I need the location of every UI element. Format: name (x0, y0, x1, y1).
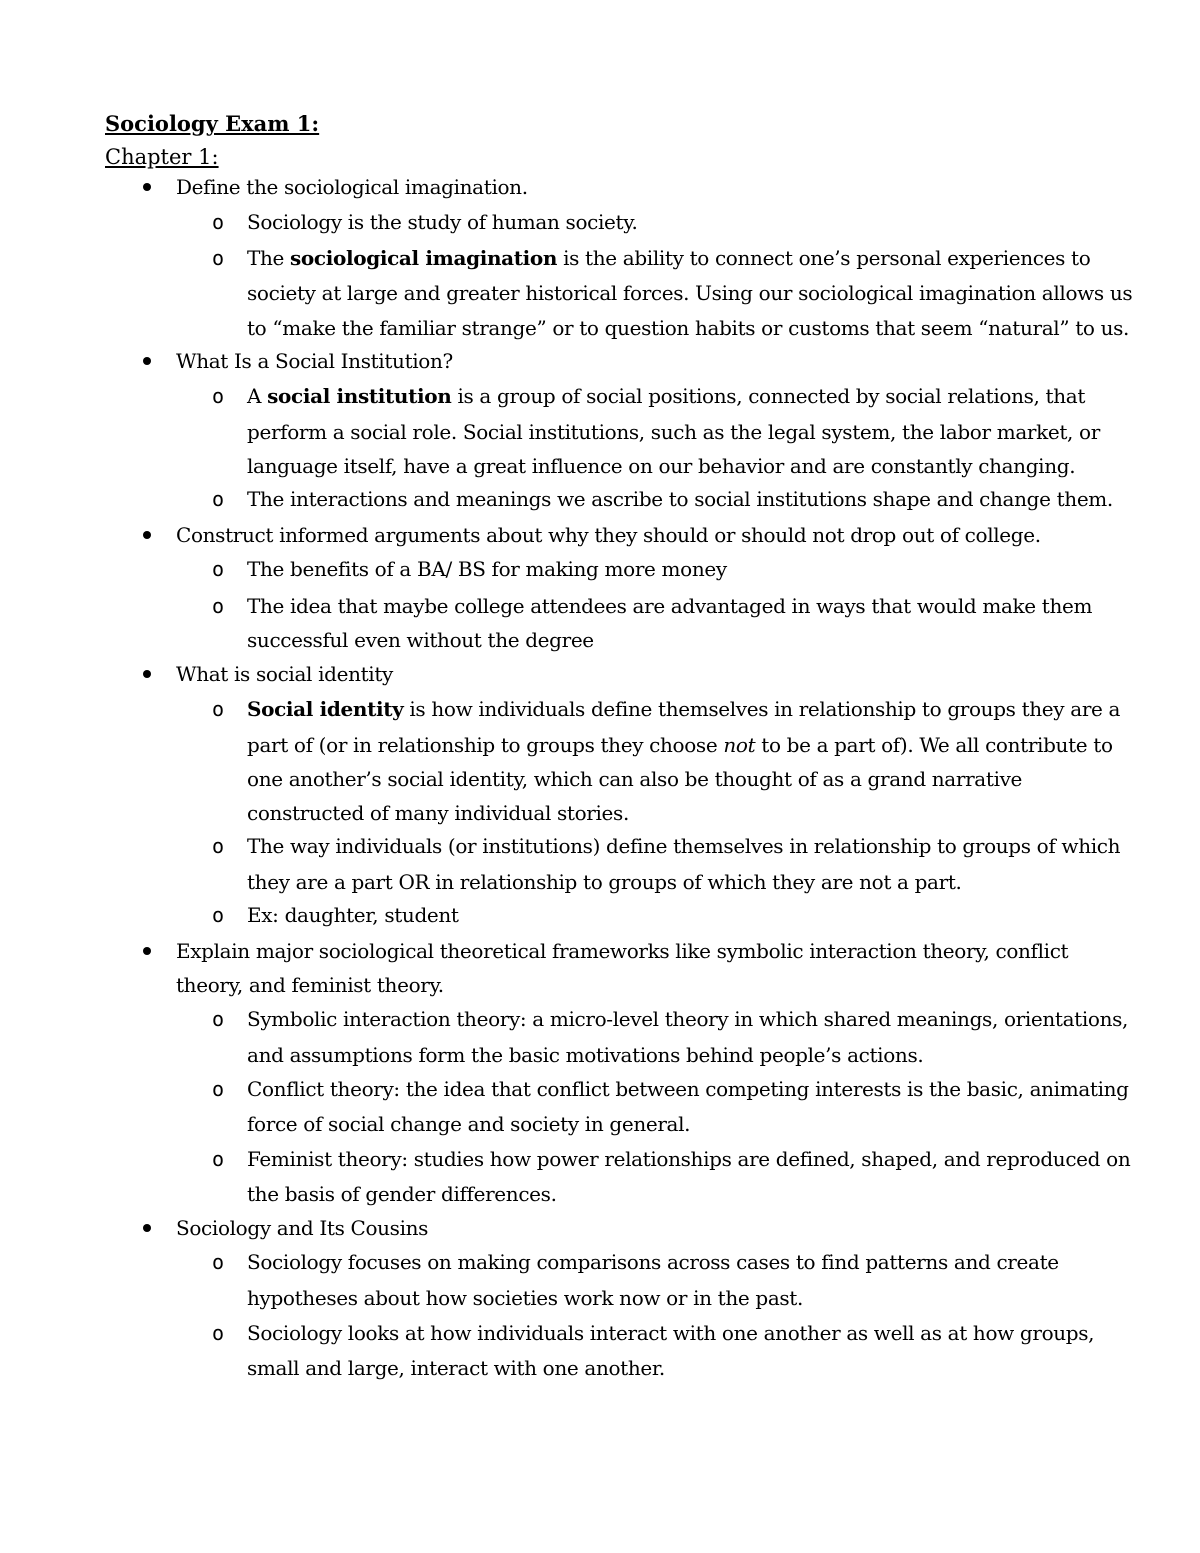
bullet-icon (143, 670, 151, 678)
list-item-cousins: Sociology and Its Cousins (176, 1216, 429, 1240)
bullet-icon (143, 183, 151, 191)
sub-bullet-icon: o (212, 834, 225, 858)
sub-bullet-icon: o (212, 1077, 225, 1101)
sub-bullet-icon: o (212, 1321, 225, 1345)
sub-item-continuation: force of social change and society in general. (247, 1112, 691, 1136)
text-run: A (247, 384, 268, 408)
document-title: Sociology Exam 1: (105, 111, 320, 136)
list-item-sociological-imagination: Define the sociological imagination. (176, 175, 528, 199)
sub-bullet-icon: o (212, 1007, 225, 1031)
sub-bullet-icon: o (212, 594, 225, 618)
sub-item: The benefits of a BA/ BS for making more money (247, 557, 727, 581)
bold-term: sociological imagination (290, 246, 558, 270)
text-run: is a group of social positions, connected by social relations, that (451, 384, 1086, 408)
sub-item-continuation: they are a part OR in relationship to groups of which they are not a part. (247, 870, 962, 894)
sub-bullet-icon: o (212, 697, 225, 721)
sub-item (247, 693, 1120, 725)
sub-item-continuation: small and large, interact with one another. (247, 1356, 665, 1380)
sub-item-continuation: constructed of many individual stories. (247, 801, 629, 825)
sub-item: Conflict theory: the idea that conflict between competing interests is the basic, animating (247, 1077, 1129, 1101)
text-run: The (247, 246, 291, 270)
list-item-continuation: theory, and feminist theory. (176, 973, 444, 997)
sub-item-continuation: the basis of gender differences. (247, 1182, 557, 1206)
sub-item-continuation (247, 729, 1113, 761)
sub-item: Ex: daughter, student (247, 903, 459, 927)
sub-item: Sociology focuses on making comparisons across cases to find patterns and create (247, 1250, 1059, 1274)
sub-item: The interactions and meanings we ascribe to social institutions shape and change them. (247, 487, 1113, 511)
sub-bullet-icon: o (212, 384, 225, 408)
text-run: is the ability to connect one’s personal experiences to (557, 246, 1091, 270)
sub-bullet-icon: o (212, 557, 225, 581)
sub-item: The idea that maybe college attendees are advantaged in ways that would make them (247, 594, 1093, 618)
sub-item: The way individuals (or institutions) define themselves in relationship to groups of which (247, 834, 1121, 858)
bullet-icon (143, 1224, 151, 1232)
text-run: to be a part of). We all contribute to (755, 733, 1113, 757)
bold-term: social institution (267, 384, 452, 408)
sub-item-continuation: one another’s social identity, which can also be thought of as a grand narrative (247, 767, 1023, 791)
bullet-icon (143, 531, 151, 539)
sub-bullet-icon: o (212, 1250, 225, 1274)
sub-item-continuation: to “make the familiar strange” or to question habits or customs that seem “natural” to us. (247, 316, 1130, 340)
sub-item: Symbolic interaction theory: a micro-level theory in which shared meanings, orientations, (247, 1007, 1129, 1031)
text-run: part of (or in relationship to groups they choose (247, 733, 724, 757)
bullet-icon (143, 357, 151, 365)
sub-item: Sociology is the study of human society. (247, 210, 638, 234)
chapter-heading: Chapter 1: (105, 145, 219, 169)
sub-item: Feminist theory: studies how power relationships are defined, shaped, and reproduced on (247, 1147, 1131, 1171)
sub-bullet-icon: o (212, 1147, 225, 1171)
sub-item-continuation: successful even without the degree (247, 628, 594, 652)
text-run: is how individuals define themselves in relationship to groups they are a (403, 697, 1121, 721)
sub-bullet-icon: o (212, 903, 225, 927)
list-item-social-identity: What is social identity (176, 662, 393, 686)
sub-item: Sociology looks at how individuals interact with one another as well as at how groups, (247, 1321, 1095, 1345)
bullet-icon (143, 947, 151, 955)
sub-item-continuation: and assumptions form the basic motivations behind people’s actions. (247, 1043, 924, 1067)
sub-item-continuation: hypotheses about how societies work now or in the past. (247, 1286, 804, 1310)
sub-item-continuation: society at large and greater historical forces. Using our sociological imagination allows us (247, 281, 1133, 305)
list-item-social-institution: What Is a Social Institution? (176, 349, 453, 373)
bold-term: Social identity (247, 697, 404, 721)
sub-item (247, 242, 1090, 274)
sub-item-continuation: language itself, have a great influence on our behavior and are constantly changing. (247, 454, 1076, 478)
sub-bullet-icon: o (212, 246, 225, 270)
italic-term: not (723, 733, 756, 757)
sub-bullet-icon: o (212, 210, 225, 234)
list-item-drop-out: Construct informed arguments about why they should or should not drop out of college. (176, 523, 1041, 547)
list-item-theoretical-frameworks: Explain major sociological theoretical frameworks like symbolic interaction theory, conflict (176, 939, 1069, 963)
sub-item-continuation: perform a social role. Social institutions, such as the legal system, the labor market, or (247, 420, 1100, 444)
sub-item (247, 380, 1085, 412)
sub-bullet-icon: o (212, 487, 225, 511)
